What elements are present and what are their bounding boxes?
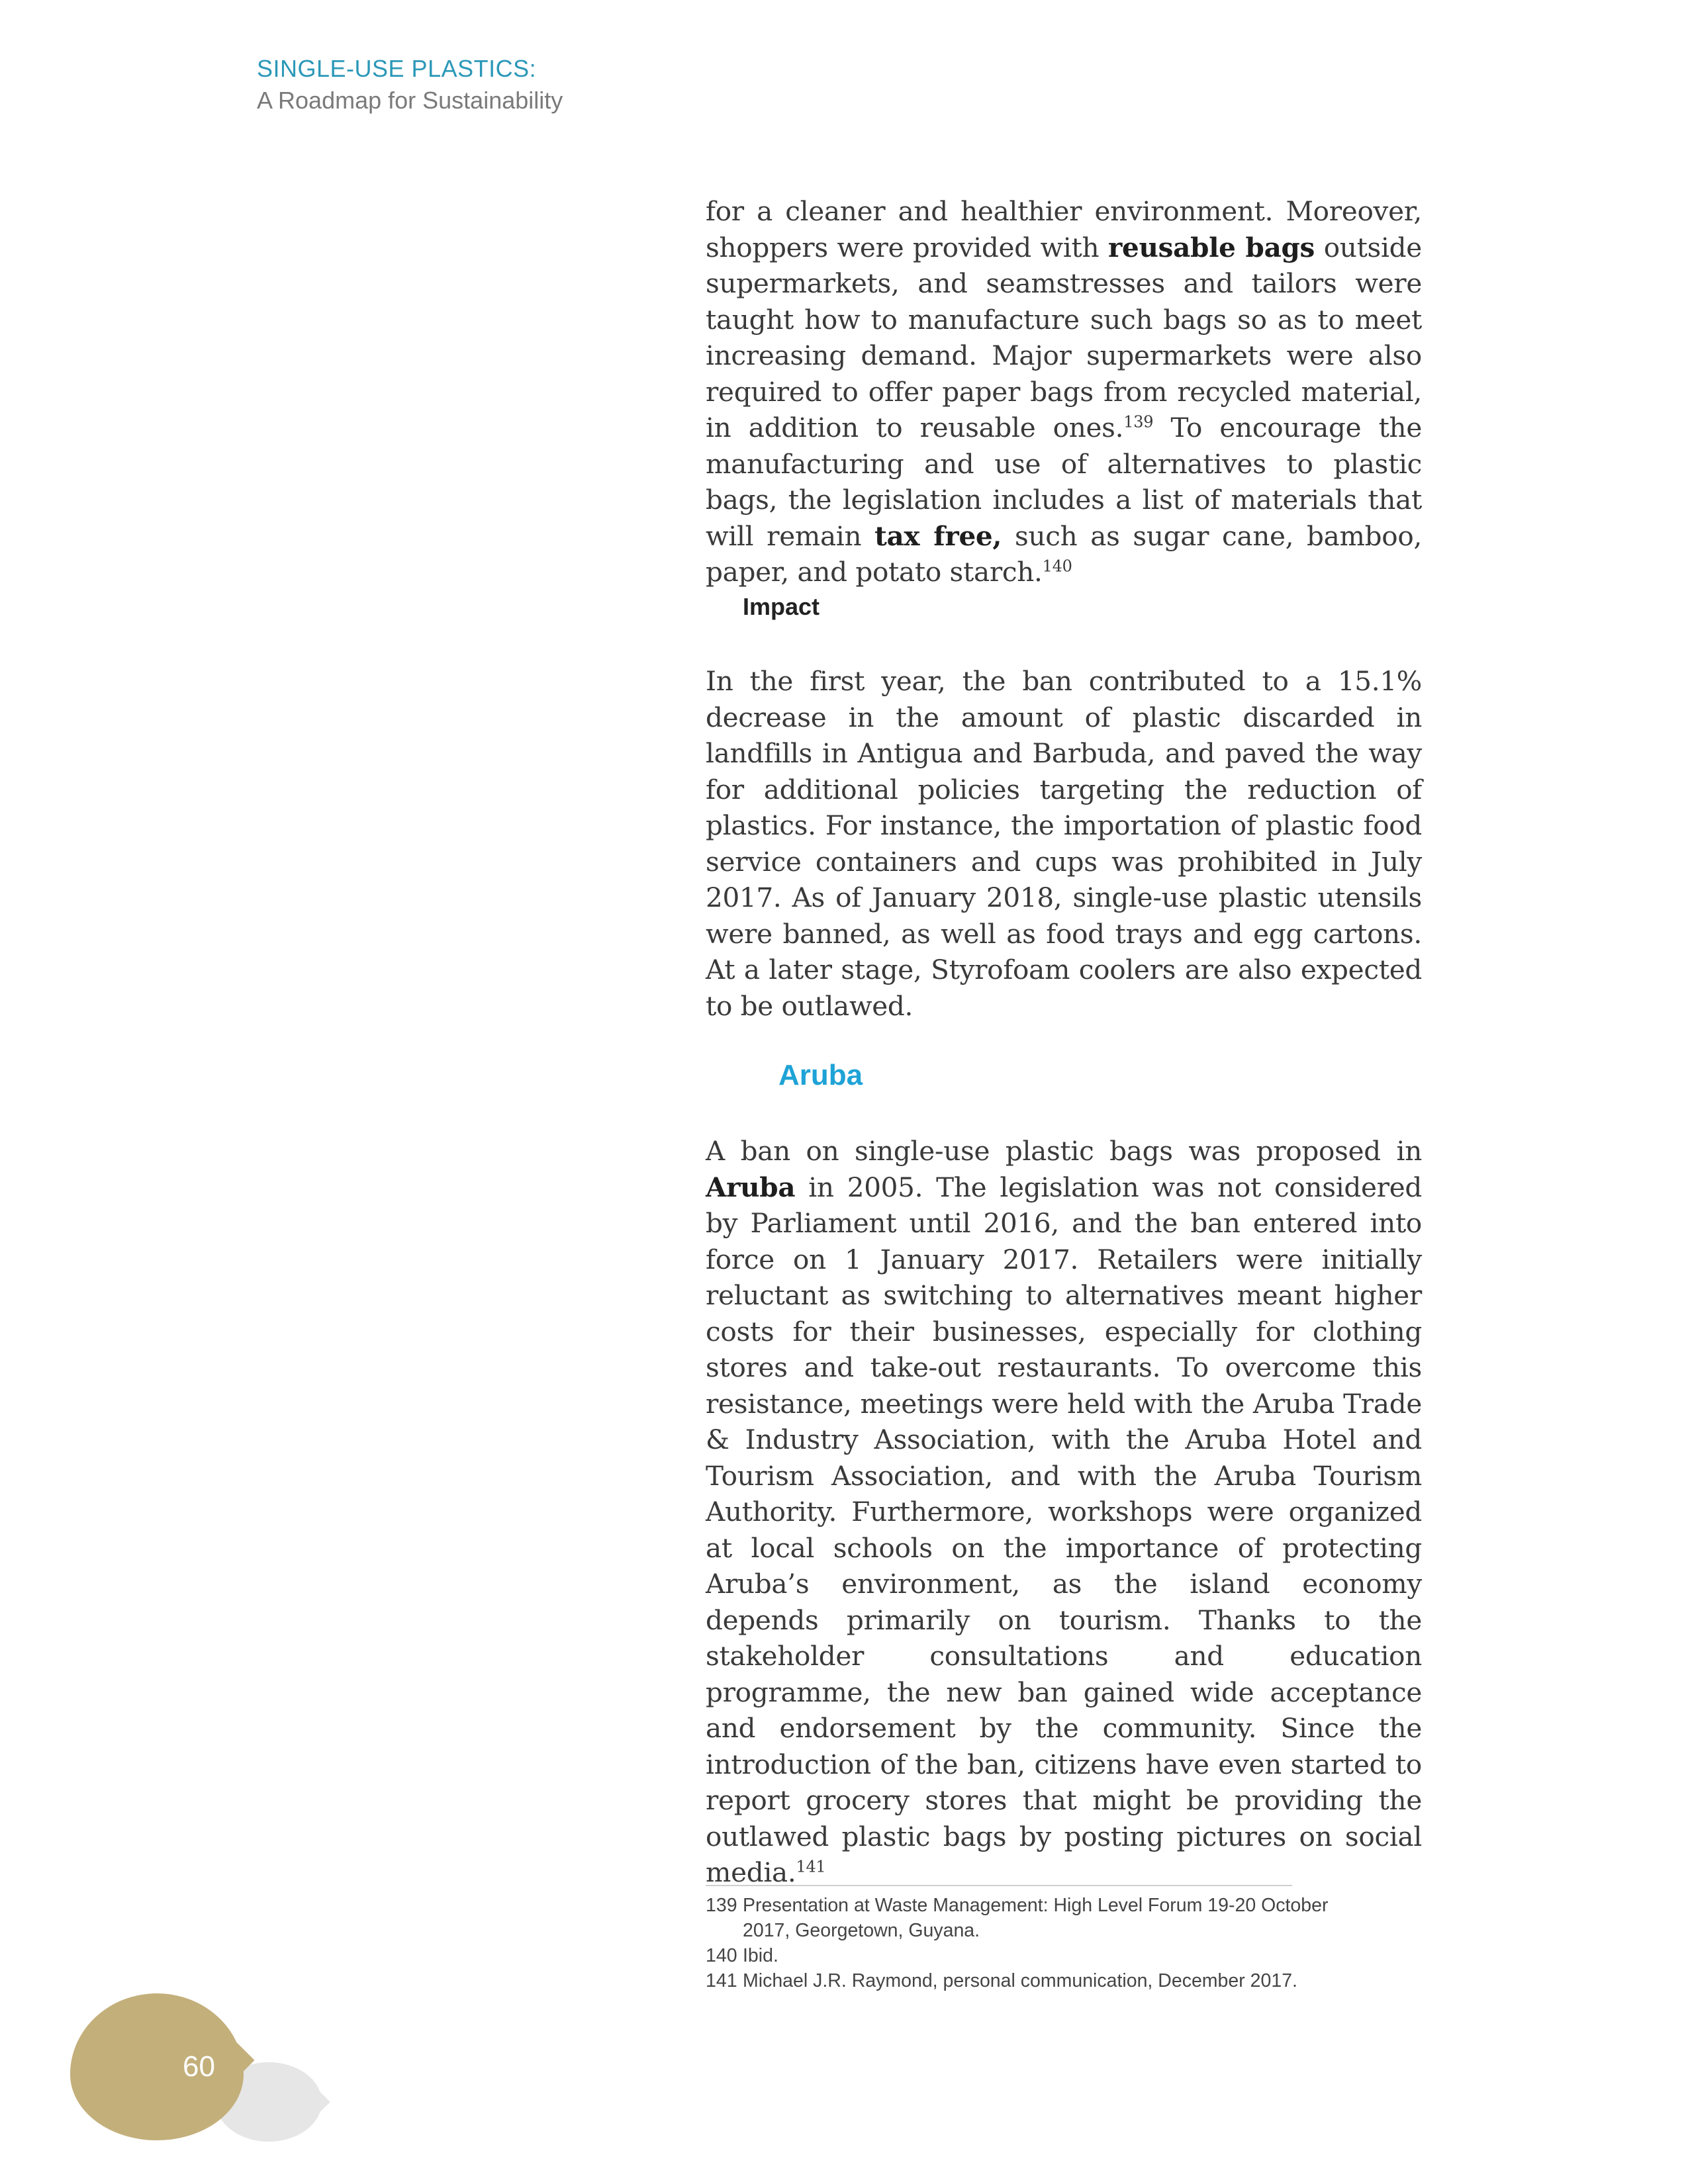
aruba-heading: Aruba (778, 1059, 863, 1091)
p1-bold-reusable-bags: reusable bags (1107, 231, 1315, 263)
p3-bold-aruba: Aruba (706, 1171, 796, 1203)
p3-text-c: in 2005. The legislation was not considered by Parliament until 2016, and the ban entered into force on 1 January 2017. Retailers were initially reluctant as switching to alternatives meant higher costs for their businesses, especially for clothing stores and take-out restaurants. To overcome this resistance, meetings were held with the Aruba Trade & Industry Association, with the Aruba Hotel and Tourism Association, and with the Aruba Tourism Authority. Furthermore, workshops were organized at local schools on the importance of protecting Aruba’s environment, as the island economy depends primarily on tourism. Thanks to the stakeholder consultations and education programme, the new ban gained wide acceptance and endorsement by the community. Since the introduction of the ban, citizens have even started to report grocery stores that might be providing the outlawed plastic bags by posting pictures on social media. (706, 1171, 1422, 1888)
footnote-number: 139 (706, 1895, 737, 1916)
paragraph-1 (706, 193, 1422, 590)
body-column-impact (706, 663, 1422, 1024)
header-title: SINGLE-USE PLASTICS: (257, 55, 537, 82)
header-subtitle: A Roadmap for Sustainability (257, 87, 563, 114)
footnote-139 (706, 1893, 1368, 1943)
running-header (257, 53, 563, 116)
paragraph-2: In the first year, the ban contributed to a 15.1% decrease in the amount of plastic discarded in landfills in Antigua and Barbuda, and paved the way for additional policies targeting the reduction of plastics. For instance, the importation of plastic food service containers and cups was prohibited in July 2017. As of January 2018, single-use plastic utensils were banned, as well as food trays and egg cartons. At a later stage, Styrofoam coolers are also expected to be outlawed. (706, 665, 1422, 1022)
body-column-aruba (706, 1133, 1422, 1891)
p1-text-a: for a cleaner and healthier environment. Moreover, shoppers were provided with (706, 195, 1422, 263)
footnote-number: 141 (706, 1970, 737, 1991)
footnote-ref-141[interactable]: 141 (796, 1857, 826, 1876)
p3-text-a: A ban on single-use plastic bags was proposed in (706, 1135, 1422, 1167)
footnote-ref-140[interactable]: 140 (1042, 557, 1072, 576)
footnote-text: Ibid. (743, 1945, 778, 1966)
footnote-text: Presentation at Waste Management: High Level Forum 19-20 October 2017, Georgetown, Guyana. (743, 1895, 1329, 1941)
footnote-141 (706, 1968, 1368, 1993)
footnote-text: Michael J.R. Raymond, personal communication, December 2017. (743, 1970, 1297, 1991)
p1-text-d: To encourage the manufacturing and use of alternatives to plastic bags, the legislation includes a list of materials that will remain (706, 412, 1422, 552)
p1-text-e: such as sugar cane, bamboo, paper, and potato starch. (706, 520, 1422, 588)
footnote-140 (706, 1943, 1368, 1968)
footnotes (706, 1893, 1368, 1993)
body-column-top (706, 193, 1422, 590)
impact-heading: Impact (743, 593, 820, 620)
footnote-ref-139[interactable]: 139 (1123, 412, 1154, 432)
p1-bold-tax-free: tax free, (874, 520, 1002, 552)
page-number: 60 (183, 2050, 215, 2083)
footnote-number: 140 (706, 1945, 737, 1966)
paragraph-3 (706, 1133, 1422, 1891)
footnote-divider (706, 1885, 1292, 1886)
p1-text-c: outside supermarkets, and seamstresses and tailors were taught how to manufacture such bags so as to meet increasing demand. Major supermarkets were also required to offer paper bags from recycled material, in addition to reusable ones. (706, 231, 1422, 443)
